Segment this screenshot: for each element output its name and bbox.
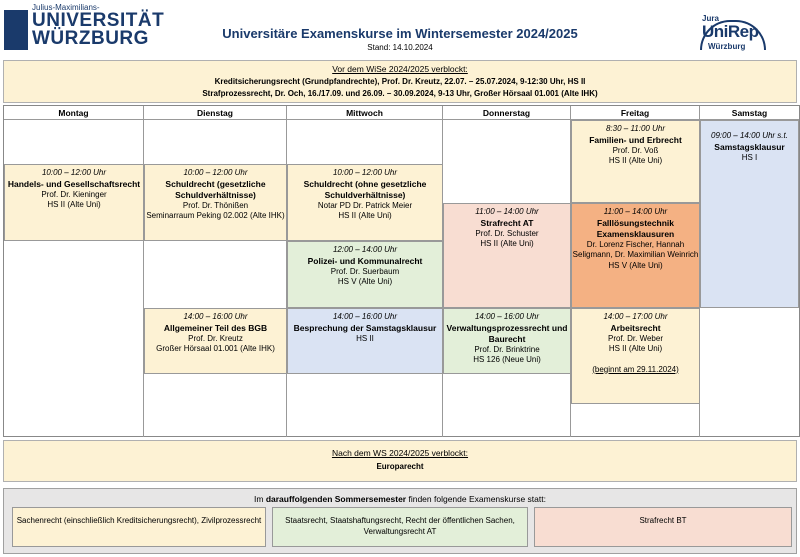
course-room: Seminarraum Peking 02.002 (Alte IHK) (146, 211, 285, 220)
day-header-monday: Montag (4, 106, 144, 120)
course-time: 14:00 – 16:00 Uhr (183, 312, 248, 321)
course-time: 8:30 – 11:00 Uhr (605, 124, 665, 133)
after-line-1: Europarecht (376, 462, 424, 471)
logo-text (32, 12, 164, 48)
course-room: HS II (356, 333, 374, 343)
summer-title (4, 494, 796, 504)
course-schuldrecht-gesetzlich (144, 164, 287, 241)
course-lecturer: Prof. Dr. Schuster (475, 228, 539, 238)
course-schuldrecht-ohne (287, 164, 443, 241)
course-lecturer: Prof. Dr. Brinktrine (474, 344, 540, 354)
course-lecturer: Prof. Dr. Weber (608, 333, 663, 343)
course-name: Arbeitsrecht (610, 322, 661, 333)
course-time: 14:00 – 16:00 Uhr (332, 312, 398, 321)
course-samstagsklausur (700, 120, 799, 308)
course-name: Schuldrecht (gesetzliche Schuldverhältnisse) (165, 178, 266, 200)
page-title: Universitäre Examenskurse im Wintersemester 2024/2025 (222, 26, 578, 41)
before-line-1: Kreditsicherungsrecht (Grundpfandrechte), Prof. Dr. Kreutz, 22.07. – 25.07.2024, 9-12:30 Uhr, HS II (214, 77, 586, 86)
logo-line2: WÜRZBURG (32, 28, 149, 49)
summer-title-bold: darauffolgenden Sommersemester (265, 494, 407, 504)
before-line-2: Strafprozessrecht, Dr. Och, 16./17.09. und 26.09. – 30.09.2024, 9-13 Uhr, Großer Hörsaal 01.001 (Alte IHK) (202, 89, 598, 98)
course-time: 12:00 – 14:00 Uhr (332, 245, 398, 254)
course-name: Allgemeiner Teil des BGB (163, 322, 268, 333)
summer-title-pre: Im (254, 494, 266, 504)
stand-date: Stand: 14.10.2024 (367, 43, 433, 52)
course-lecturer: Dr. Lorenz Fischer, Hannah Seligmann, Dr. Maximilian Weinrich (572, 239, 699, 259)
logo-emblem-icon (4, 10, 28, 50)
unirep-main-text: UniRep (702, 22, 759, 41)
course-lecturer: Prof. Dr. Voß (612, 145, 659, 155)
course-room: HS II (Alte Uni) (338, 211, 392, 220)
day-header-wednesday: Mittwoch (287, 106, 443, 120)
summer-box-zivilrecht: Sachenrecht (einschließlich Kreditsicherungsrecht), Zivilprozessrecht (12, 507, 266, 547)
course-note: (beginnt am 29.11.2024) (592, 364, 679, 374)
course-falllösungstechnik (571, 203, 700, 308)
course-time: 10:00 – 12:00 Uhr (183, 168, 248, 177)
course-name: Schuldrecht (ohne gesetzliche Schuldverhältnisse) (303, 178, 427, 200)
after-semester-banner (3, 440, 797, 482)
day-header-tuesday: Dienstag (144, 106, 287, 120)
course-verwaltungsprozessrecht (443, 308, 571, 374)
course-room: HS II (Alte Uni) (47, 200, 101, 209)
course-name: Falllösungstechnik Examensklausuren (596, 217, 675, 239)
header (0, 0, 800, 58)
course-lecturer: Prof. Dr. Thönißen (182, 200, 249, 210)
course-bgb-at (144, 308, 287, 374)
course-lecturer: Prof. Dr. Suerbaum (330, 266, 400, 276)
course-room: HS II (Alte Uni) (608, 344, 663, 353)
course-room: HS I (741, 152, 758, 162)
before-semester-banner (3, 60, 797, 103)
course-strafrecht-at (443, 203, 571, 308)
course-lecturer: Prof. Dr. Kreutz (188, 333, 243, 343)
course-familienrecht (571, 120, 700, 203)
unirep-logo (700, 6, 770, 54)
course-time: 10:00 – 12:00 Uhr (332, 168, 398, 177)
before-heading: Vor dem WiSe 2024/2025 verblockt: (332, 64, 468, 74)
course-room: HS V (Alte Uni) (337, 277, 393, 286)
course-polizeirecht (287, 241, 443, 308)
summer-box-oeffentliches-recht: Staatsrecht, Staatshaftungsrecht, Recht der öffentlichen Sachen, Verwaltungsrecht AT (272, 507, 528, 547)
course-time: 14:00 – 16:00 Uhr (474, 312, 540, 321)
course-lecturer: Prof. Dr. Kieninger (41, 189, 107, 199)
course-name: Handels- und Gesellschaftsrecht (7, 178, 141, 189)
logo-line1: UNIVERSITÄT (32, 10, 165, 31)
weekly-schedule (3, 105, 800, 437)
summer-semester-section (3, 488, 797, 554)
logo-small-text: Julius-Maximilians- (32, 3, 100, 12)
course-name: Verwaltungsprozessrecht und Baurecht (446, 322, 568, 344)
course-arbeitsrecht (571, 308, 700, 404)
unirep-sub-text: Würzburg (708, 42, 746, 51)
course-handelsrecht (4, 164, 144, 241)
course-room: HS II (Alte Uni) (608, 156, 663, 165)
summer-title-post: finden folgende Examenskurse statt: (406, 494, 546, 504)
unirep-jura-text: Jura (702, 14, 719, 23)
day-header-thursday: Donnerstag (443, 106, 571, 120)
course-name: Strafrecht AT (480, 217, 534, 228)
course-room: HS II (Alte Uni) (480, 239, 534, 248)
course-name: Familien- und Erbrecht (589, 134, 682, 145)
summer-box-strafrecht: Strafrecht BT (534, 507, 792, 547)
course-name: Polizei- und Kommunalrecht (307, 255, 423, 266)
day-header-saturday: Samstag (700, 106, 799, 120)
course-name: Samstagsklausur (714, 141, 785, 152)
course-besprechung (287, 308, 443, 374)
day-header-friday: Freitag (571, 106, 700, 120)
course-time: 10:00 – 12:00 Uhr (41, 168, 107, 177)
university-logo (2, 2, 165, 54)
course-room: HS 126 (Neue Uni) (473, 355, 541, 364)
course-name: Besprechung der Samstagsklausur (293, 322, 437, 333)
course-time: 11:00 – 14:00 Uhr (475, 207, 539, 216)
course-room: HS V (Alte Uni) (608, 260, 663, 270)
course-time: 14:00 – 17:00 Uhr (603, 312, 668, 321)
course-time: 09:00 – 14:00 Uhr s.t. (711, 131, 788, 140)
course-lecturer: Notar PD Dr. Patrick Meier (317, 200, 413, 210)
course-time: 11:00 – 14:00 Uhr (603, 207, 668, 216)
after-heading: Nach dem WS 2024/2025 verblockt: (331, 448, 469, 458)
course-room: Großer Hörsaal 01.001 (Alte IHK) (156, 344, 275, 353)
